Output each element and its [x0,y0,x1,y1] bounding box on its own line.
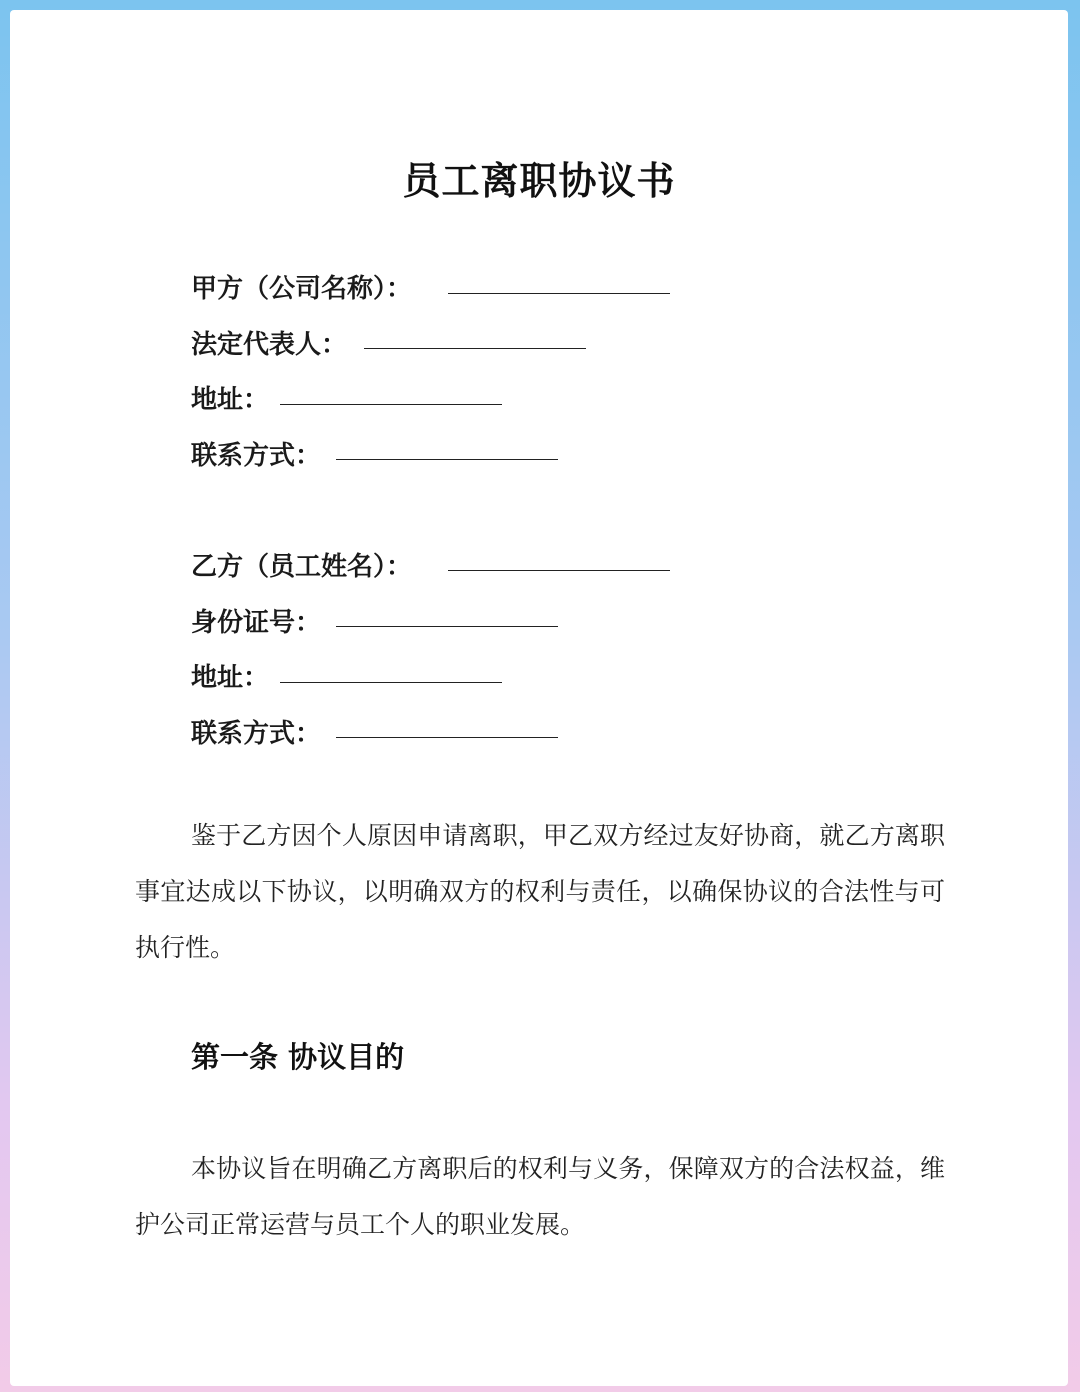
party-b-address-row [191,661,269,695]
party-b-contact-row [191,717,321,751]
party-b-contact-blank[interactable] [336,737,558,738]
document-page [10,10,1068,1386]
party-b-address-label: 地址： [191,663,270,693]
party-a-contact-blank[interactable] [336,459,558,460]
party-b-id-blank[interactable] [336,626,558,627]
party-b-contact-label: 联系方式： [191,719,322,749]
party-a-legal-rep-row [191,328,347,362]
party-a-legal-rep-label: 法定代表人： [191,330,348,360]
party-a-address-blank[interactable] [280,404,502,405]
article-1-body: 本协议旨在明确乙方离职后的权利与义务，保障双方的合法权益，维护公司正常运营与员工个人的职业发展。 [135,1154,945,1239]
preamble-paragraph: 鉴于乙方因个人原因申请离职，甲乙双方经过友好协商，就乙方离职事宜达成以下协议，以明确双方的权利与责任，以确保协议的合法性与可执行性。 [135,821,945,962]
party-a-contact-row [191,439,321,473]
party-b-name-label: 乙方（员工姓名）： [191,552,413,582]
party-a-address-row [191,383,269,417]
party-a-contact-label: 联系方式： [191,441,322,471]
party-a-company-row [191,272,412,306]
party-a-legal-rep-blank[interactable] [364,348,586,349]
party-a-address-label: 地址： [191,385,270,415]
party-b-id-row [191,606,321,640]
party-a-company-blank[interactable] [448,293,670,294]
article-1-heading: 第一条 协议目的 [191,1040,405,1074]
party-b-name-row [191,550,412,584]
party-a-company-label: 甲方（公司名称）： [191,274,413,304]
party-b-name-blank[interactable] [448,570,670,571]
party-b-address-blank[interactable] [280,682,502,683]
party-b-id-label: 身份证号： [191,608,322,638]
document-title: 员工离职协议书 [402,159,676,203]
